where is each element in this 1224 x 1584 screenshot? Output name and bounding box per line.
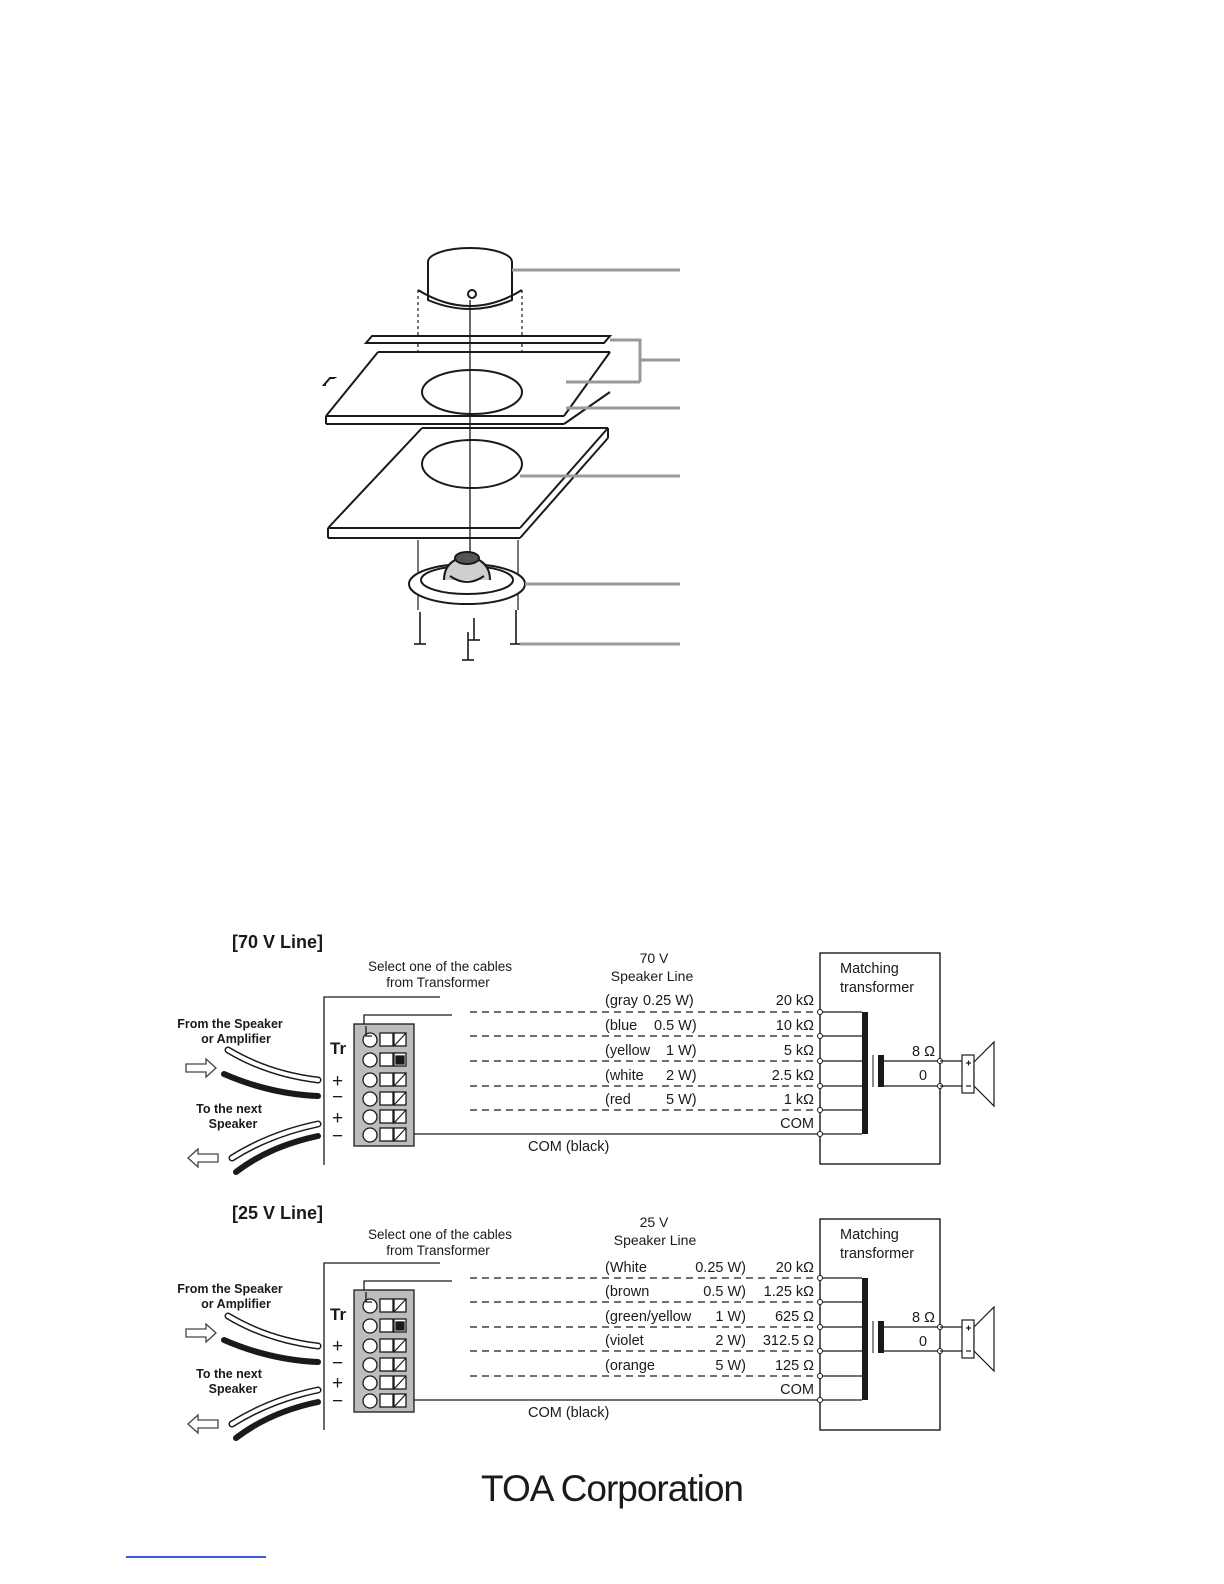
svg-text:To the next: To the next	[196, 1367, 262, 1381]
next-label-line2: Speaker	[208, 1117, 258, 1131]
tap-labels-70v	[528, 993, 814, 1155]
svg-text:(blue: (blue	[605, 1018, 638, 1034]
svg-text:625 Ω: 625 Ω	[774, 1309, 814, 1325]
svg-text:or Amplifier: or Amplifier	[201, 1297, 271, 1311]
select-note-line1: Select one of the cables	[367, 959, 513, 974]
svg-text:5 W): 5 W)	[666, 1092, 697, 1108]
arrow-out-70v	[188, 1149, 218, 1167]
svg-text:(red: (red	[605, 1092, 631, 1108]
svg-text:+: +	[332, 1108, 344, 1129]
svg-text:20 kΩ: 20 kΩ	[775, 1260, 814, 1276]
svg-text:Speaker Line: Speaker Line	[613, 1232, 697, 1248]
svg-text:From the Speaker: From the Speaker	[177, 1282, 283, 1296]
line-title-voltage: 70 V	[639, 950, 669, 966]
polarity-signs-70v	[332, 1071, 343, 1147]
svg-text:2 W): 2 W)	[666, 1068, 697, 1084]
section-title-70v: [70 V Line]	[232, 932, 324, 952]
svg-text:(white: (white	[605, 1068, 644, 1084]
svg-text:(White: (White	[605, 1260, 647, 1276]
svg-text:−: −	[332, 1353, 344, 1374]
svg-text:20 kΩ: 20 kΩ	[775, 993, 814, 1009]
terminal-block-25v	[354, 1290, 414, 1412]
svg-text:+: +	[332, 1336, 344, 1357]
arrow-in-70v	[186, 1059, 216, 1077]
svg-text:COM (black): COM (black)	[528, 1405, 610, 1421]
svg-text:8 Ω: 8 Ω	[912, 1044, 935, 1060]
svg-text:COM (black): COM (black)	[528, 1139, 610, 1155]
next-label-line1: To the next	[196, 1102, 262, 1116]
svg-text:1.25 kΩ: 1.25 kΩ	[763, 1284, 814, 1300]
svg-text:−: −	[332, 1126, 344, 1147]
svg-text:COM: COM	[780, 1116, 814, 1132]
svg-text:5 W): 5 W)	[715, 1358, 746, 1374]
from-label-line2: or Amplifier	[201, 1032, 271, 1046]
svg-text:(yellow: (yellow	[605, 1043, 651, 1059]
svg-text:Speaker: Speaker	[208, 1382, 258, 1396]
svg-text:(brown: (brown	[605, 1284, 650, 1300]
svg-text:8 Ω: 8 Ω	[912, 1310, 935, 1326]
svg-text:5 kΩ: 5 kΩ	[783, 1043, 814, 1059]
line-title-label: Speaker Line	[610, 968, 694, 984]
ceiling-board	[328, 428, 608, 538]
svg-text:0: 0	[919, 1068, 928, 1084]
matching-transformer-70v	[818, 953, 943, 1164]
svg-text:(violet: (violet	[605, 1333, 644, 1349]
svg-text:10 kΩ: 10 kΩ	[775, 1018, 814, 1034]
footer-link-underline[interactable]	[126, 1556, 266, 1558]
svg-text:+: +	[332, 1373, 344, 1394]
speaker-25v	[940, 1307, 994, 1371]
svg-text:2 W): 2 W)	[715, 1333, 746, 1349]
svg-text:transformer: transformer	[840, 1246, 915, 1262]
svg-text:0.25 W): 0.25 W)	[695, 1260, 746, 1276]
terminal-block-70v	[354, 1024, 414, 1146]
svg-text:from Transformer: from Transformer	[386, 1243, 490, 1258]
svg-text:1 W): 1 W)	[715, 1309, 746, 1325]
mounting-screws	[414, 610, 522, 660]
svg-text:Matching: Matching	[840, 961, 899, 977]
speaker-70v	[940, 1042, 994, 1106]
svg-text:25 V: 25 V	[639, 1214, 669, 1230]
tr-label: Tr	[330, 1039, 347, 1058]
company-name: TOA Corporation	[481, 1468, 743, 1509]
svg-text:0: 0	[919, 1334, 928, 1350]
svg-text:125 Ω: 125 Ω	[774, 1358, 814, 1374]
tap-labels-25v	[528, 1260, 814, 1421]
wiring-diagram-25v	[177, 1203, 994, 1438]
section-title-25v: [25 V Line]	[232, 1203, 324, 1223]
svg-text:(green/yellow: (green/yellow	[605, 1309, 692, 1325]
svg-text:312.5 Ω: 312.5 Ω	[762, 1333, 814, 1349]
svg-text:0.5 W): 0.5 W)	[703, 1284, 746, 1300]
exploded-installation-drawing	[324, 248, 610, 660]
speaker-baffle	[409, 552, 525, 604]
polarity-signs-25v	[332, 1336, 343, 1412]
svg-text:1 W): 1 W)	[666, 1043, 697, 1059]
arrow-out-25v	[188, 1415, 218, 1433]
svg-text:−: −	[332, 1087, 344, 1108]
svg-text:COM: COM	[780, 1382, 814, 1398]
svg-text:Tr: Tr	[330, 1305, 347, 1324]
svg-text:0.25 W): 0.25 W)	[643, 993, 694, 1009]
svg-text:Select one of the cables: Select one of the cables	[367, 1227, 513, 1242]
svg-text:2.5 kΩ: 2.5 kΩ	[771, 1068, 814, 1084]
svg-text:−: −	[332, 1391, 344, 1412]
svg-text:Matching: Matching	[840, 1227, 899, 1243]
from-label-line1: From the Speaker	[177, 1017, 283, 1031]
tile-bridge	[326, 352, 610, 424]
svg-text:0.5 W): 0.5 W)	[654, 1018, 697, 1034]
wiring-diagram-70v	[177, 932, 994, 1172]
svg-text:+: +	[332, 1071, 344, 1092]
svg-text:(orange: (orange	[605, 1358, 655, 1374]
matching-transformer-25v	[818, 1219, 943, 1430]
svg-text:(gray: (gray	[605, 993, 639, 1009]
select-note-line2: from Transformer	[386, 975, 490, 990]
svg-text:1 kΩ: 1 kΩ	[783, 1092, 814, 1108]
arrow-in-25v	[186, 1324, 216, 1342]
svg-text:transformer: transformer	[840, 980, 915, 996]
